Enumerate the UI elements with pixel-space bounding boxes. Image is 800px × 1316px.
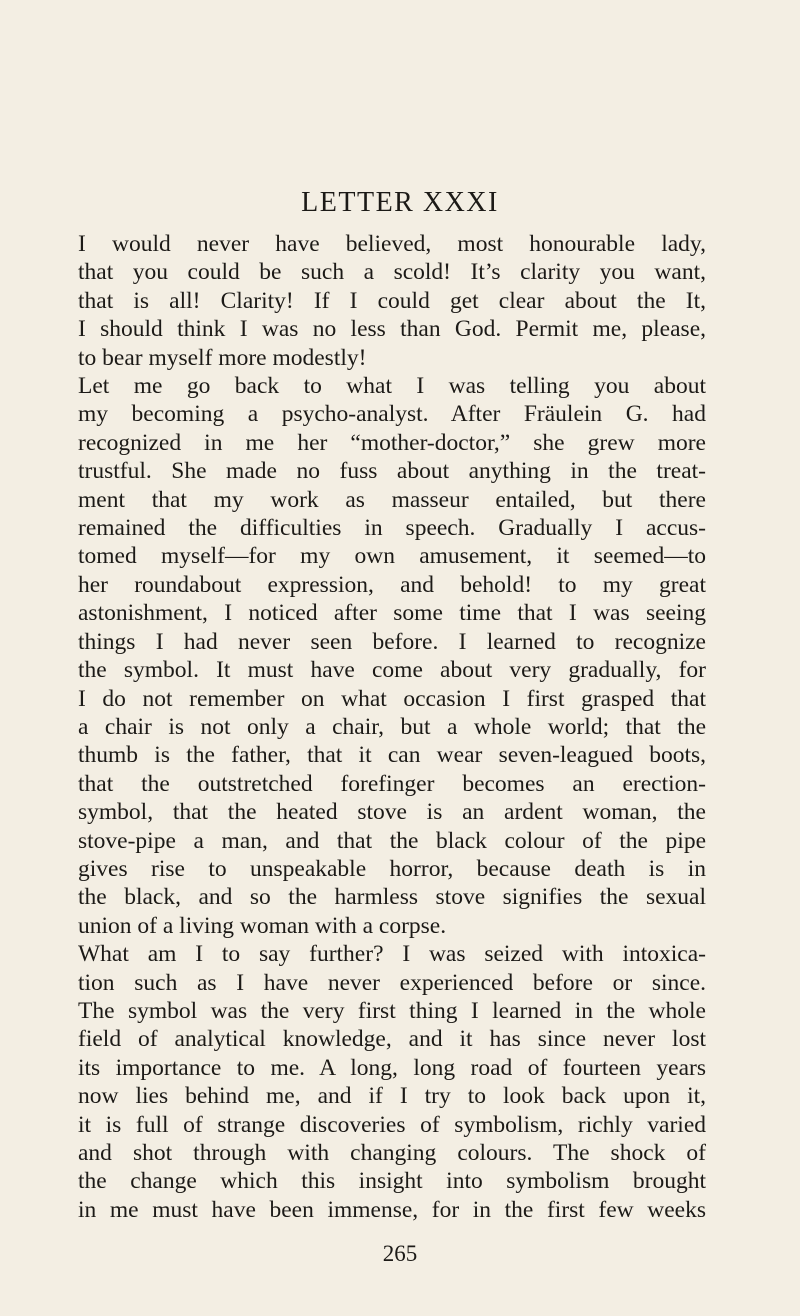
text-line: tion such as I have never experienced before or since. bbox=[78, 969, 706, 996]
text-line: recognized in me her “mother-doctor,” she grew more bbox=[78, 429, 706, 456]
text-line: field of analytical knowledge, and it has since never lost bbox=[78, 1026, 706, 1053]
text-line: astonishment, I noticed after some time that I was seeing bbox=[78, 600, 706, 627]
text-line: now lies behind me, and if I try to look back upon it, bbox=[78, 1083, 706, 1110]
text-line: a chair is not only a chair, but a whole world; that the bbox=[78, 713, 706, 740]
text-line: union of a living woman with a corpse. bbox=[78, 912, 447, 939]
text-line: and shot through with changing colours. The shock of bbox=[78, 1140, 706, 1166]
text-line: her roundabout expression, and behold! to my great bbox=[78, 571, 706, 598]
paragraph bbox=[78, 940, 706, 1224]
text-line: in me must have been immense, for in the first few weeks bbox=[78, 1196, 706, 1223]
text-line: What am I to say further? I was seized with intoxica- bbox=[78, 941, 706, 968]
paragraph bbox=[78, 372, 706, 940]
text-line: tomed myself—for my own amusement, it seemed—to bbox=[78, 543, 706, 570]
text-line: gives rise to unspeakable horror, because death is in bbox=[78, 855, 706, 882]
text-line: my becoming a psycho-analyst. After Fräulein G. had bbox=[78, 401, 706, 428]
text-line: The symbol was the very first thing I learned in the whole bbox=[78, 997, 706, 1024]
text-line: thumb is the father, that it can wear seven-leagued boots, bbox=[78, 742, 706, 769]
text-line: things I had never seen before. I learned to recognize bbox=[78, 628, 706, 655]
text-line: remained the difficulties in speech. Gradually I accus- bbox=[78, 515, 706, 542]
text-line: I would never have believed, most honourable lady, bbox=[78, 231, 706, 257]
text-line: symbol, that the heated stove is an ardent woman, the bbox=[78, 799, 706, 826]
text-line: trustful. She made no fuss about anything in the treat- bbox=[78, 458, 706, 485]
text-line: its importance to me. A long, long road of fourteen years bbox=[78, 1054, 706, 1081]
chapter-heading: LETTER XXXI bbox=[301, 187, 499, 218]
text-line: the change which this insight into symbolism brought bbox=[78, 1168, 706, 1195]
text-line: it is full of strange discoveries of symbolism, richly varied bbox=[78, 1111, 706, 1138]
page-number: 265 bbox=[382, 1241, 418, 1266]
text-line: Let me go back to what I was telling you about bbox=[78, 373, 706, 400]
text-line: I do not remember on what occasion I first grasped that bbox=[78, 685, 706, 712]
body-text bbox=[78, 230, 706, 1224]
text-line: ment that my work as masseur entailed, but there bbox=[78, 486, 706, 513]
text-line: stove-pipe a man, and that the black colour of the pipe bbox=[78, 827, 706, 854]
paragraph bbox=[78, 230, 706, 372]
text-line: that you could be such a scold! It’s clarity you want, bbox=[78, 259, 706, 286]
text-line: that is all! Clarity! If I could get clear about the It, bbox=[78, 287, 706, 314]
text-line: I should think I was no less than God. Permit me, please, bbox=[78, 316, 706, 343]
text-line: the black, and so the harmless stove signifies the sexual bbox=[78, 884, 706, 911]
text-line: the symbol. It must have come about very gradually, for bbox=[78, 657, 706, 684]
text-line: to bear myself more modestly! bbox=[78, 344, 367, 371]
text-line: that the outstretched forefinger becomes an erection- bbox=[78, 770, 706, 797]
